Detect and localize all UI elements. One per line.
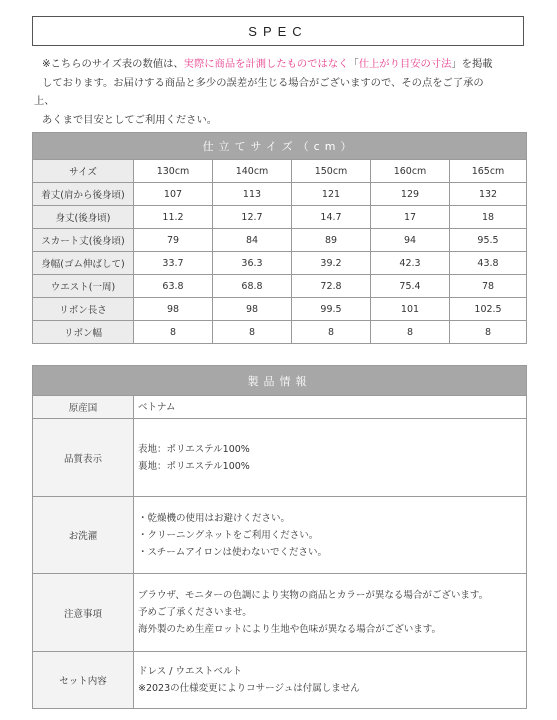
size-header-cell: 130cm xyxy=(134,160,213,183)
measurement-value: 63.8 xyxy=(134,275,213,298)
info-value xyxy=(134,396,527,419)
measurement-value: 8 xyxy=(292,321,371,344)
measurement-label: リボン長さ xyxy=(33,298,134,321)
measurement-value: 113 xyxy=(213,183,292,206)
info-value-line: ブラウザ、モニターの色調により実物の商品とカラーが異なる場合がございます。 xyxy=(138,590,489,601)
measurement-label: 身丈(後身頃) xyxy=(33,206,134,229)
info-label: セット内容 xyxy=(33,652,134,709)
measurement-value: 107 xyxy=(134,183,213,206)
table-row xyxy=(33,298,527,321)
measurement-value: 42.3 xyxy=(371,252,450,275)
table-row xyxy=(33,206,527,229)
measurement-value: 39.2 xyxy=(292,252,371,275)
table-row xyxy=(33,419,527,497)
table-row xyxy=(33,396,527,419)
table-row xyxy=(33,652,527,709)
measurement-label: ウエスト(一周) xyxy=(33,275,134,298)
notice-line-2: しております。お届けする商品と多少の誤差が生じる場合がございますので、その点をご了承の xyxy=(42,76,484,89)
table-row xyxy=(33,497,527,574)
info-value xyxy=(134,419,527,497)
measurement-value: 8 xyxy=(450,321,527,344)
measurement-value: 89 xyxy=(292,229,371,252)
measurement-value: 33.7 xyxy=(134,252,213,275)
measurement-value: 8 xyxy=(134,321,213,344)
notice-line-3: 上、 xyxy=(34,95,55,107)
info-table-title: 製品情報 xyxy=(33,366,527,396)
table-row xyxy=(33,229,527,252)
measurement-value: 43.8 xyxy=(450,252,527,275)
measurement-value: 8 xyxy=(213,321,292,344)
measurement-value: 11.2 xyxy=(134,206,213,229)
size-header-cell: 165cm xyxy=(450,160,527,183)
measurement-value: 121 xyxy=(292,183,371,206)
measurement-label: リボン幅 xyxy=(33,321,134,344)
measurement-value: 78 xyxy=(450,275,527,298)
info-value xyxy=(134,574,527,652)
info-value-line: ・スチームアイロンは使わないでください。 xyxy=(138,546,327,558)
measurement-label: 身幅(ゴム伸ばして) xyxy=(33,252,134,275)
info-value-line: 海外製のため生産ロットにより生地や色味が異なる場合がございます。 xyxy=(138,624,442,635)
size-header-label: サイズ xyxy=(33,160,134,183)
measurement-value: 68.8 xyxy=(213,275,292,298)
measurement-value: 36.3 xyxy=(213,252,292,275)
measurement-value: 132 xyxy=(450,183,527,206)
measurement-value: 84 xyxy=(213,229,292,252)
info-value-line: ・乾燥機の使用はお避けください。 xyxy=(138,512,291,524)
measurement-value: 129 xyxy=(371,183,450,206)
info-label: お洗濯 xyxy=(33,497,134,574)
size-header-cell: 140cm xyxy=(213,160,292,183)
info-value xyxy=(134,497,527,574)
measurement-value: 17 xyxy=(371,206,450,229)
measurement-label: 着丈(肩から後身頃) xyxy=(33,183,134,206)
measurement-value: 72.8 xyxy=(292,275,371,298)
info-value-line: ベトナム xyxy=(138,401,176,413)
measurement-value: 101 xyxy=(371,298,450,321)
size-header-cell: 150cm xyxy=(292,160,371,183)
measurement-value: 98 xyxy=(213,298,292,321)
info-label: 注意事項 xyxy=(33,574,134,652)
measurement-value: 14.7 xyxy=(292,206,371,229)
measurement-value: 98 xyxy=(134,298,213,321)
measurement-value: 12.7 xyxy=(213,206,292,229)
table-row xyxy=(33,275,527,298)
info-value-line: 予めご了承くださいませ。 xyxy=(138,607,252,618)
size-header-cell: 160cm xyxy=(371,160,450,183)
info-value-line: 裏地：ポリエステル100% xyxy=(138,460,250,472)
product-info-table xyxy=(32,365,527,709)
notice-line-4: あくまで目安としてご利用ください。 xyxy=(42,113,218,126)
size-table-title: 仕立てサイズ（cm） xyxy=(33,133,527,160)
info-label: 原産国 xyxy=(33,396,134,419)
size-table xyxy=(32,132,527,344)
table-row xyxy=(33,252,527,275)
measurement-value: 102.5 xyxy=(450,298,527,321)
measurement-label: スカート丈(後身頃) xyxy=(33,229,134,252)
size-notice xyxy=(34,55,529,129)
measurement-value: 94 xyxy=(371,229,450,252)
info-value xyxy=(134,652,527,709)
table-row xyxy=(33,574,527,652)
table-row xyxy=(33,183,527,206)
measurement-value: 18 xyxy=(450,206,527,229)
info-value-line: ・クリーニングネットをご利用ください。 xyxy=(138,529,319,541)
measurement-value: 75.4 xyxy=(371,275,450,298)
info-value-line: 表地：ポリエステル100% xyxy=(138,443,250,455)
info-label: 品質表示 xyxy=(33,419,134,497)
table-row xyxy=(33,321,527,344)
notice-line-1: ※こちらのサイズ表の数値は、実際に商品を計測したものではなく「仕上がり目安の寸法」を掲載 xyxy=(42,58,493,70)
measurement-value: 99.5 xyxy=(292,298,371,321)
info-value-line: ドレス / ウエストベルト xyxy=(138,666,242,677)
spec-title: SPEC xyxy=(32,16,524,46)
measurement-value: 95.5 xyxy=(450,229,527,252)
size-header-row xyxy=(33,160,527,183)
info-value-line: ※2023の仕様変更によりコサージュは付属しません xyxy=(138,683,360,694)
measurement-value: 79 xyxy=(134,229,213,252)
measurement-value: 8 xyxy=(371,321,450,344)
